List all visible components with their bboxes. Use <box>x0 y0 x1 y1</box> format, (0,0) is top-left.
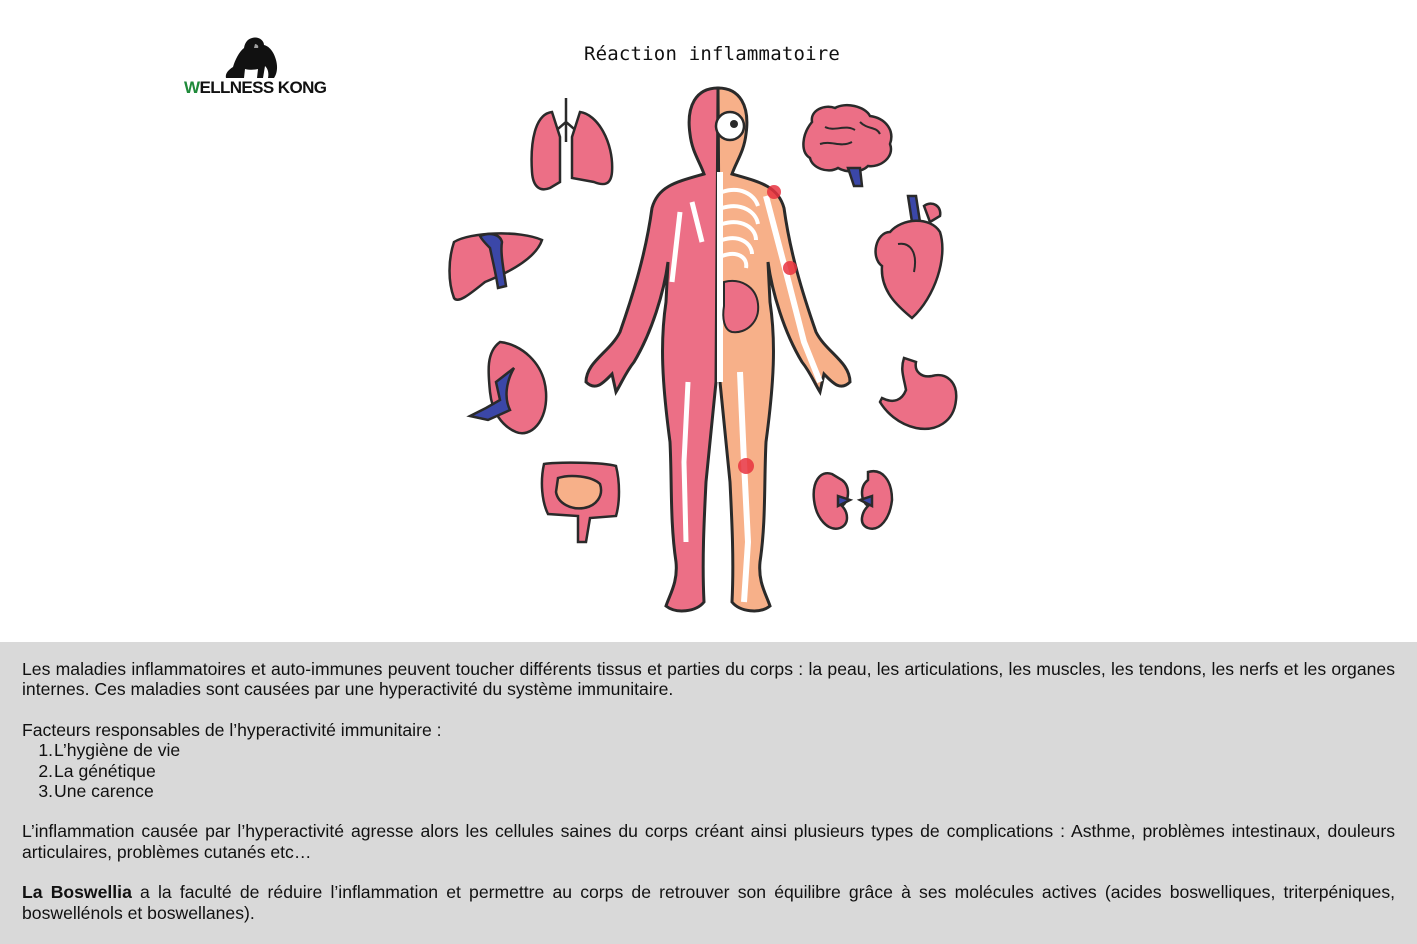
liver-icon <box>450 233 543 299</box>
anatomy-illustration <box>440 82 970 627</box>
factors-list <box>22 740 1395 801</box>
lungs-icon <box>532 98 613 189</box>
heart-icon <box>876 196 943 318</box>
boswellia-paragraph: La Boswellia a la faculté de réduire l’inflammation et permettre au corps de retrouver son équilibre grâce à ses molécules actives (acides boswelliques, triterpéniques, boswellénols et boswellanes). <box>22 882 1396 923</box>
page-title: Réaction inflammatoire <box>583 43 841 65</box>
list-item: 3.Une carence <box>38 781 154 802</box>
logo-wordmark: WELLNESS KONG <box>184 78 327 97</box>
intro-paragraph: Les maladies inflammatoires et auto-immunes peuvent toucher différents tissus et parties du corps : la peau, les articulations, les muscles, les tendons, les nerfs et les organes internes. Ces maladies sont causées par une hyperactivité du système immunitaire. <box>22 659 1395 700</box>
stomach-icon <box>880 358 956 429</box>
brain-icon <box>803 105 891 186</box>
boswellia-name: La Boswellia <box>22 882 132 903</box>
human-body-icon <box>586 88 850 611</box>
intestines-icon <box>542 463 619 542</box>
info-text-box <box>0 642 1417 944</box>
spleen-icon <box>470 342 546 433</box>
complications-paragraph: L’inflammation causée par l’hyperactivité agresse alors les cellules saines du corps créant ainsi plusieurs types de complications : Asthme, problèmes intestinaux, douleurs articulaires, problèmes cutanés etc… <box>22 821 1395 862</box>
list-item: 1.L’hygiène de vie <box>38 740 181 761</box>
kidneys-icon <box>814 471 892 528</box>
list-item: 2.La génétique <box>38 760 156 781</box>
factors-heading: Facteurs responsables de l’hyperactivité immunitaire : <box>22 719 442 740</box>
